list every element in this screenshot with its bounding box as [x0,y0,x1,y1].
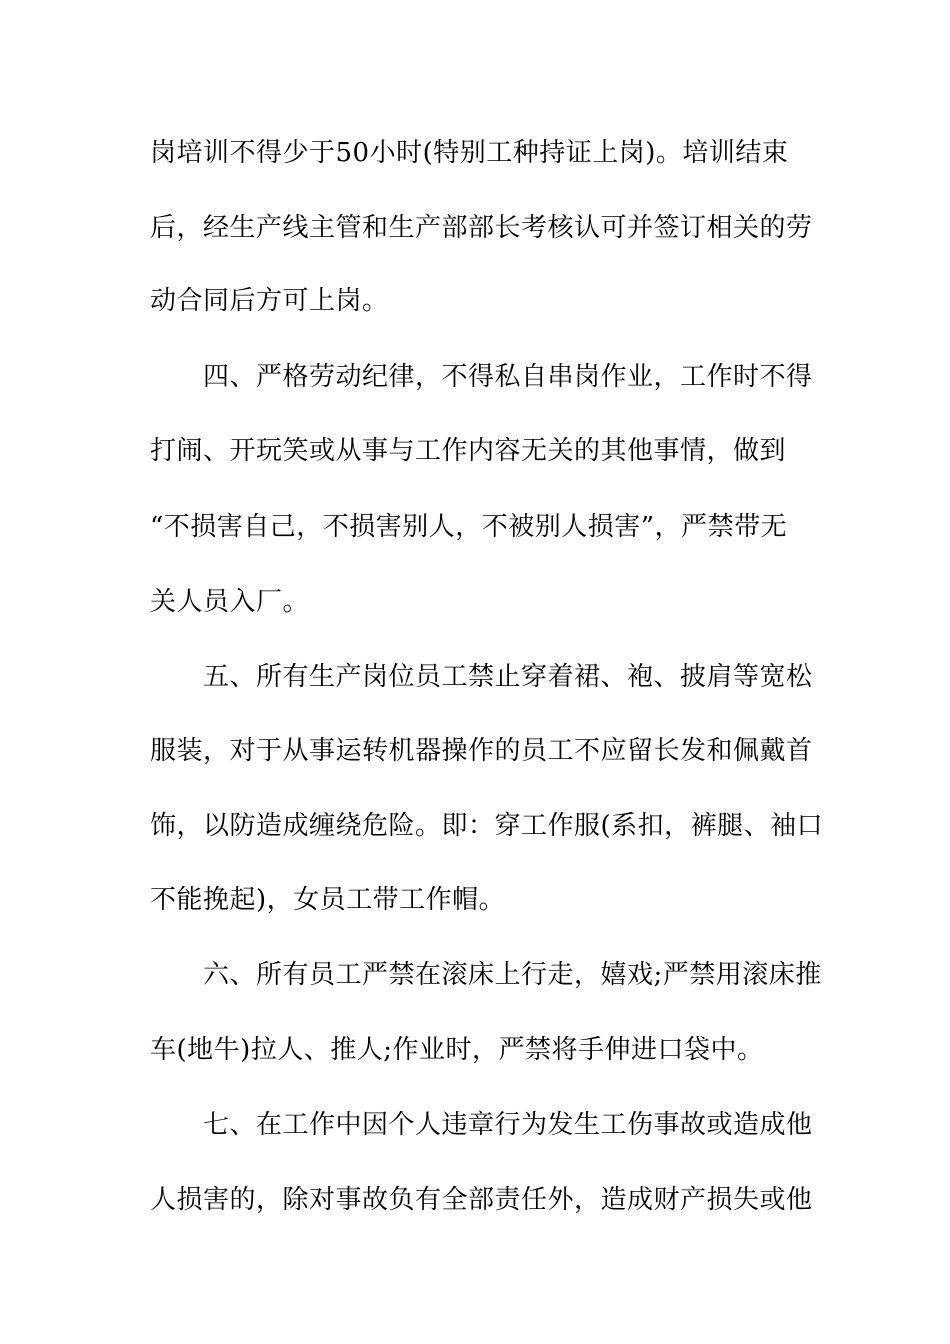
text-line: 人损害的，除对事故负有全部责任外，造成财产损失或他 [150,1185,813,1215]
paragraph-6-start: 六、所有员工严禁在滚床上行走，嬉戏;严禁用滚床推 [203,960,822,990]
text-line: 饰，以防造成缠绕危险。即：穿工作服(系扣，裤腿、袖口 [150,811,824,841]
text-line: 打闹、开玩笑或从事与工作内容无关的其他事情，做到 [150,436,787,466]
paragraph-7-start: 七、在工作中因个人违章行为发生工伤事故或造成他 [203,1110,813,1140]
text-line: “不损害自己，不损害别人，不被别人损害”，严禁带无 [150,512,788,542]
text-line: 不能挽起)，女员工带工作帽。 [150,885,506,915]
text-line: 车(地牛)拉人、推人;作业时，严禁将手伸进口袋中。 [150,1035,764,1065]
paragraph-4-start: 四、严格劳动纪律，不得私自串岗作业，工作时不得 [203,362,813,392]
text-line: 服装，对于从事运转机器操作的员工不应留长发和佩戴首 [150,736,813,766]
paragraph-5-start: 五、所有生产岗位员工禁止穿着裙、袍、披肩等宽松 [203,662,813,692]
text-line: 动合同后方可上岗。 [150,286,389,316]
text-line: 关人员入厂。 [150,587,310,617]
text-line: 岗培训不得少于50小时(特别工种持证上岗)。培训结束 [150,138,789,168]
text-line: 后，经生产线主管和生产部部长考核认可并签订相关的劳 [150,213,813,243]
